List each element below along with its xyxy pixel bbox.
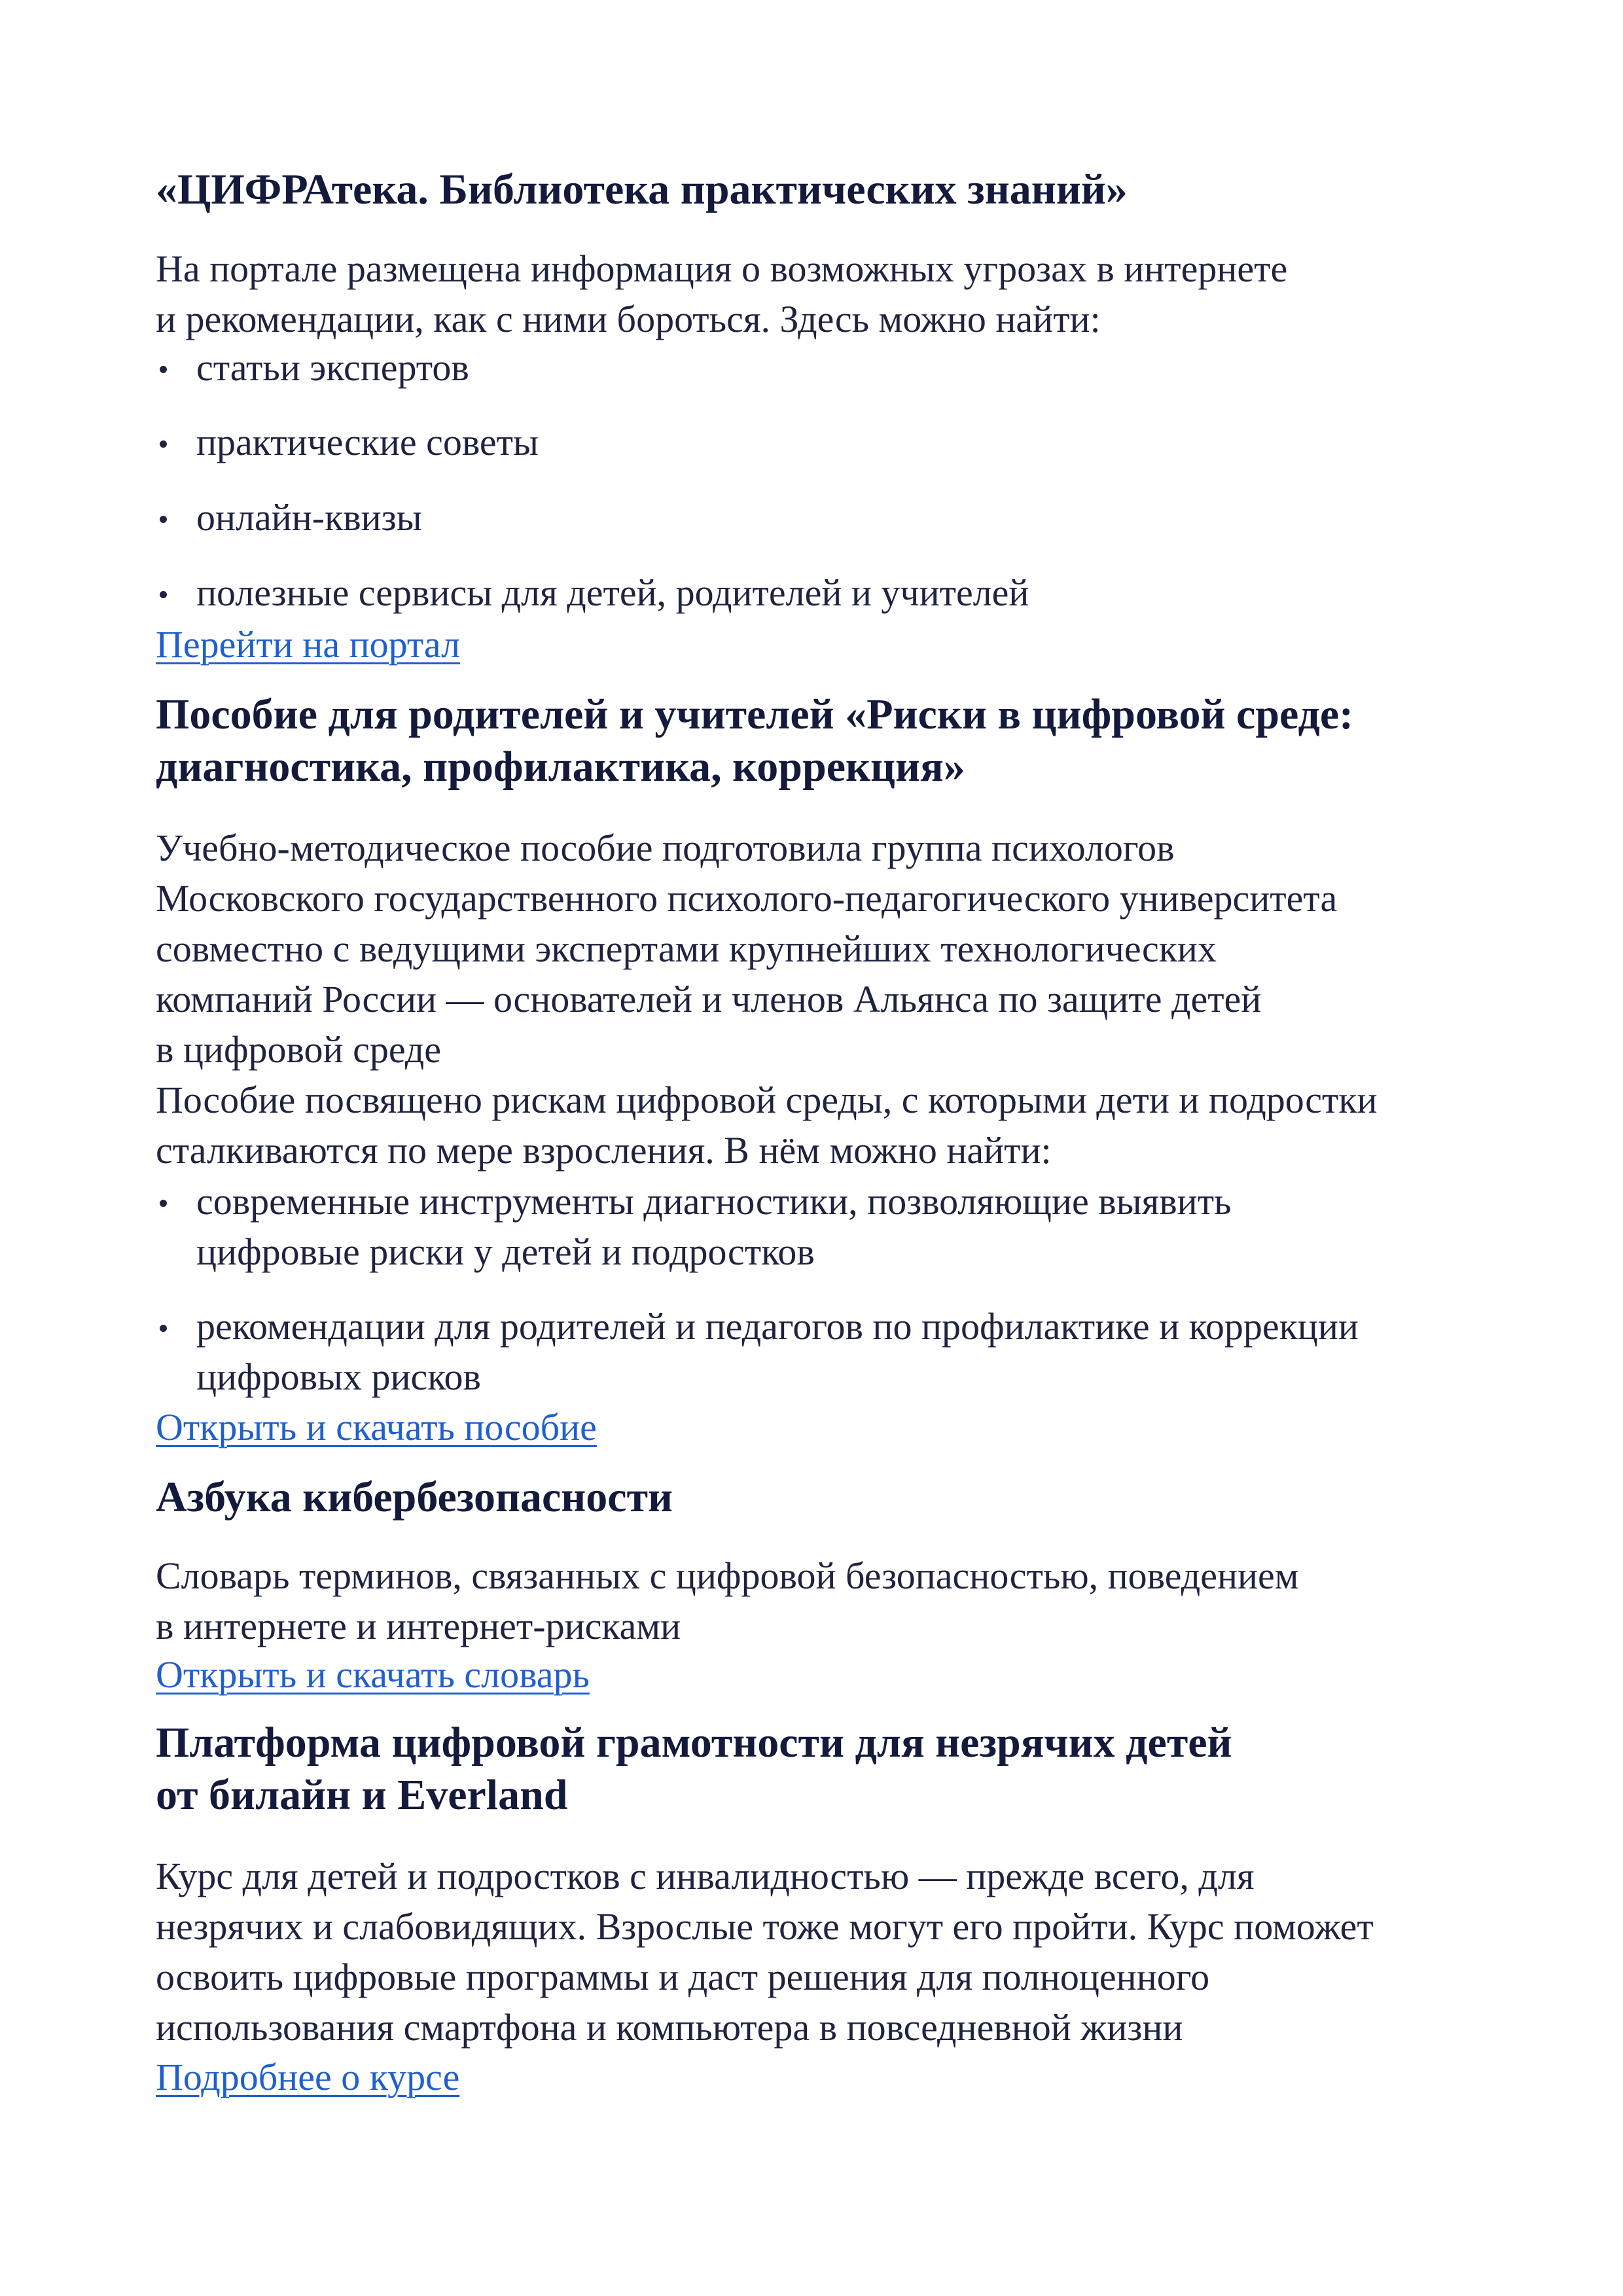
list-item-text: полезные сервисы для детей, родителей и учителей: [196, 571, 1029, 614]
list-item-text: практические советы: [196, 421, 539, 463]
bullet-icon: [160, 591, 167, 598]
bullet-icon: [160, 440, 167, 448]
list-item: [156, 567, 1029, 618]
paragraph-line: в цифровой среде: [156, 1028, 442, 1071]
list-item-text: цифровые риски у детей и подростков: [196, 1230, 815, 1273]
paragraph-line: компаний России — основателей и членов Альянса по защите детей: [156, 978, 1262, 1020]
list-item: [156, 492, 422, 543]
paragraph-line: использования смартфона и компьютера в повседневной жизни: [156, 2006, 1183, 2049]
section-description-2: [156, 1075, 1530, 1175]
section-link-row: [156, 2052, 1530, 2102]
list-item: [156, 417, 539, 467]
section-cyber-abc: [156, 1471, 1530, 1524]
section-title-line: Пособие для родителей и учителей «Риски в цифровой среде:: [156, 691, 1354, 738]
section-link-row: [156, 619, 1530, 670]
portal-link[interactable]: Перейти на портал: [156, 623, 461, 666]
section-description: [156, 243, 1530, 344]
section-title-line: диагностика, профилактика, коррекция»: [156, 743, 965, 791]
paragraph-line: Учебно-методическое пособие подготовила группа психологов: [156, 827, 1175, 869]
section-title: [156, 1717, 1530, 1821]
section-tsifrateka-body: [156, 243, 1530, 344]
paragraph-line: и рекомендации, как с ними бороться. Здесь можно найти:: [156, 298, 1101, 340]
section-digital-risks: [156, 689, 1530, 793]
list-item-text: рекомендации для родителей и педагогов по профилактике и коррекции: [196, 1305, 1359, 1348]
section-description: [156, 1851, 1530, 2053]
course-details-link[interactable]: Подробнее о курсе: [156, 2056, 460, 2098]
download-dictionary-link[interactable]: Открыть и скачать словарь: [156, 1653, 590, 1696]
list-item: [156, 342, 469, 393]
paragraph-line: освоить цифровые программы и даст решения для полноценного: [156, 1956, 1210, 1998]
paragraph-line: Московского государственного психолого-педагогического университета: [156, 877, 1338, 920]
bullet-icon: [160, 366, 167, 373]
section-description: [156, 823, 1530, 1075]
list-item: [156, 1176, 1232, 1277]
paragraph-line: Словарь терминов, связанных с цифровой безопасностью, поведением: [156, 1554, 1299, 1597]
section-title: [156, 164, 1530, 216]
bullet-icon: [160, 1200, 167, 1207]
section-title: [156, 1471, 1530, 1524]
section-description: [156, 1551, 1530, 1651]
section-link-row: [156, 1402, 1530, 1452]
paragraph-line: сталкиваются по мере взросления. В нём можно найти:: [156, 1129, 1052, 1172]
paragraph-line: Пособие посвящено рискам цифровой среды, с которыми дети и подростки: [156, 1079, 1378, 1121]
paragraph-line: в интернете и интернет-рисками: [156, 1605, 681, 1647]
section-title-line: «ЦИФРАтека. Библиотека практических знаний»: [156, 166, 1128, 213]
bullet-icon: [160, 1325, 167, 1332]
section-blind-platform-body: [156, 1851, 1530, 2053]
bullet-icon: [160, 516, 167, 523]
list-item-text: статьи экспертов: [196, 346, 469, 389]
download-manual-link[interactable]: Открыть и скачать пособие: [156, 1406, 597, 1448]
section-digital-risks-body: [156, 823, 1530, 1175]
section-title-line: Платформа цифровой грамотности для незрячих детей: [156, 1719, 1232, 1767]
section-title: [156, 689, 1530, 793]
section-title-line: от билайн и Everland: [156, 1771, 568, 1819]
paragraph-line: незрячих и слабовидящих. Взрослые тоже могут его пройти. Курс поможет: [156, 1905, 1374, 1948]
section-cyber-abc-body: [156, 1551, 1530, 1651]
list-item: [156, 1301, 1359, 1402]
list-item-text: современные инструменты диагностики, позволяющие выявить: [196, 1180, 1232, 1223]
section-tsifrateka: [156, 164, 1530, 216]
section-link-row: [156, 1649, 1530, 1700]
section-blind-platform: [156, 1717, 1530, 1821]
list-item-text: онлайн-квизы: [196, 496, 422, 539]
section-title-line: Азбука кибербезопасности: [156, 1473, 673, 1521]
paragraph-line: совместно с ведущими экспертами крупнейших технологических: [156, 927, 1217, 970]
list-item-text: цифровых рисков: [196, 1355, 481, 1398]
paragraph-line: На портале размещена информация о возможных угрозах в интернете: [156, 247, 1288, 290]
paragraph-line: Курс для детей и подростков с инвалидностью — прежде всего, для: [156, 1855, 1255, 1897]
